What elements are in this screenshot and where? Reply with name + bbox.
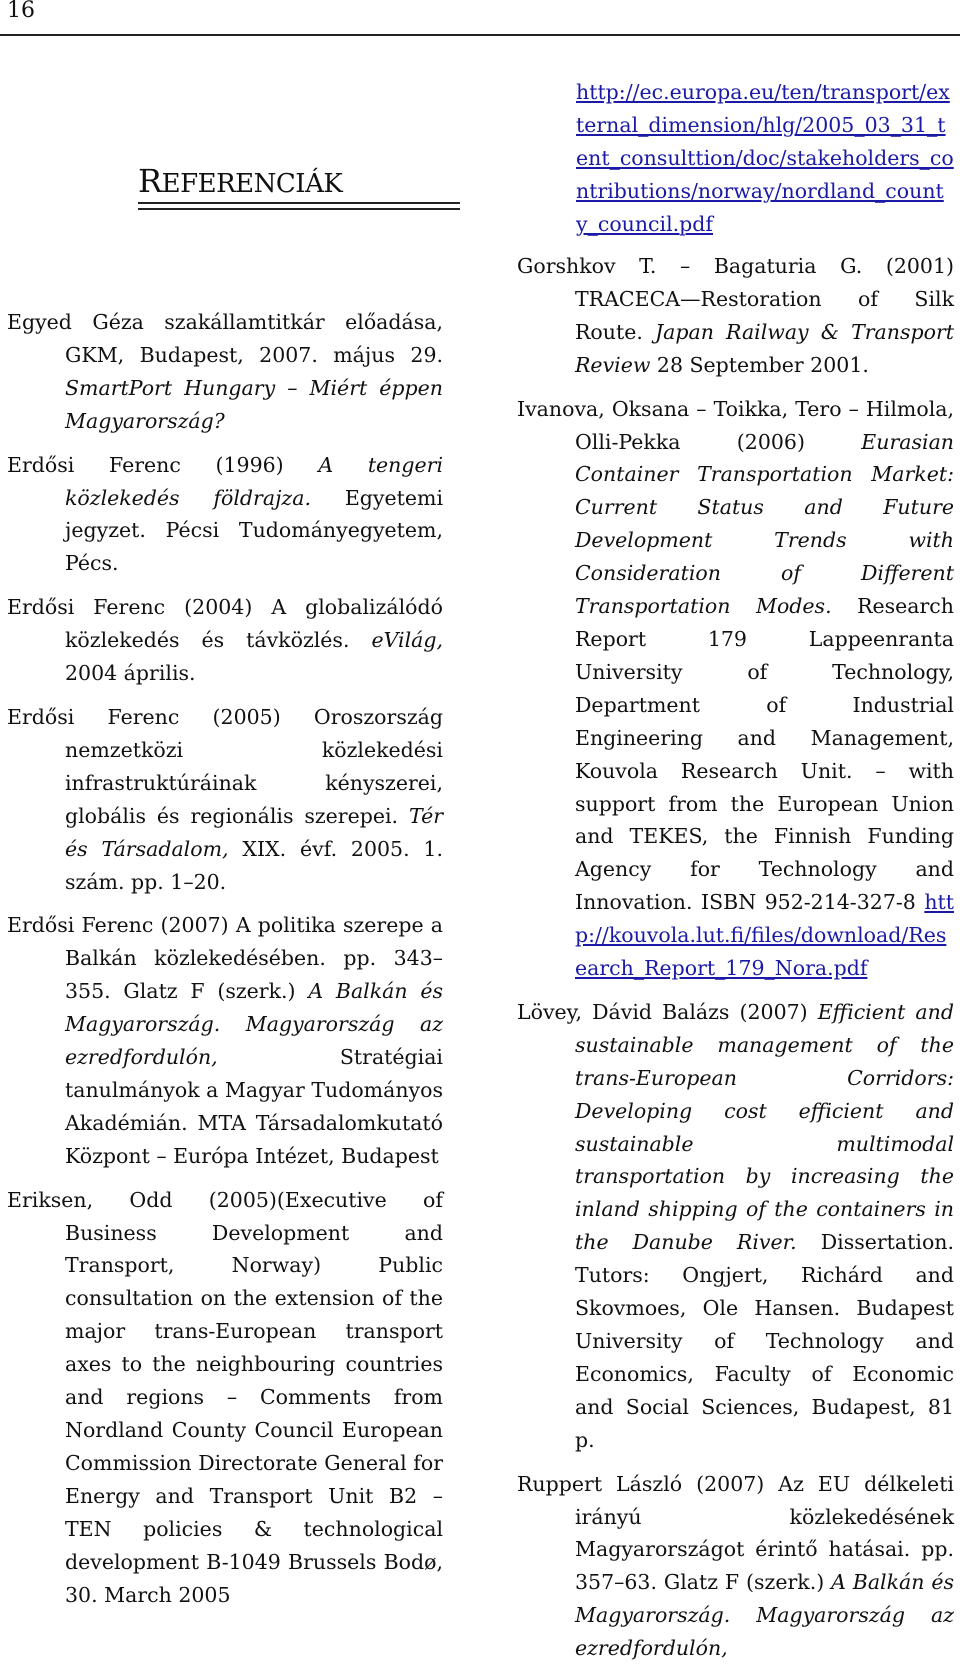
section-heading bbox=[138, 162, 460, 200]
header-rule bbox=[0, 34, 960, 36]
right-column bbox=[517, 250, 954, 1676]
reference-text-tail: XIX. évf. 2005. 1. szám. pp. 1–20. bbox=[65, 836, 443, 894]
reference-item bbox=[7, 306, 443, 438]
reference-title: A Balkán és Magyarország. Magyarország az ezredfordulón, bbox=[65, 979, 443, 1070]
reference-link[interactable]: http://ec.europa.eu/ten/transport/external_dimension/hlg/2005_03_31_tent_consulttion/doc/stakeholders_contributions/norway/nordland_county_council.pdf bbox=[576, 80, 954, 236]
reference-text-tail: Egyetemi jegyzet. Pécsi Tudományegyetem, Pécs. bbox=[65, 485, 443, 576]
reference-continuation bbox=[576, 76, 954, 241]
reference-text: Ivanova, Oksana – Toikka, Tero – Hilmola, Olli-Pekka (2006) bbox=[517, 396, 954, 454]
reference-title: A Balkán és Magyarország. Magyarország az ezredfordulón, bbox=[575, 1570, 954, 1661]
reference-link[interactable]: http://kouvola.lut.fi/files/download/Research_Report_179_Nora.pdf bbox=[575, 890, 954, 981]
heading-rest: EFERENCIÁK bbox=[161, 169, 343, 199]
reference-item bbox=[7, 1184, 443, 1612]
reference-item bbox=[7, 449, 443, 581]
heading-underline bbox=[138, 202, 460, 204]
reference-item bbox=[517, 1468, 954, 1665]
reference-text: Egyed Géza szakállamtitkár előadása, GKM, Budapest, 2007. május 29. bbox=[7, 310, 443, 367]
url-continuation-block bbox=[576, 76, 954, 252]
reference-text: Erdősi Ferenc (2005) Oroszország nemzetközi közlekedési infrastruktúráinak kényszerei, globális és regionális szerepei. bbox=[7, 704, 443, 828]
left-column bbox=[7, 306, 443, 1622]
reference-text-tail: 2004 április. bbox=[65, 661, 196, 686]
reference-item bbox=[7, 909, 443, 1172]
reference-title: SmartPort Hungary – Miért éppen Magyarország? bbox=[65, 375, 443, 433]
section-heading-block bbox=[138, 162, 460, 210]
reference-text: Ruppert László (2007) Az EU délkeleti irányú közlekedésének Magyarországot érintő hatásai. pp. 357–63. Glatz F (szerk.) bbox=[517, 1471, 954, 1595]
reference-item bbox=[517, 250, 954, 382]
reference-title: Tér és Társadalom, bbox=[65, 803, 443, 861]
reference-text: Erdősi Ferenc (1996) bbox=[7, 452, 319, 477]
reference-title: eVilág, bbox=[371, 628, 443, 653]
heading-underline-second bbox=[138, 208, 460, 210]
reference-text: Gorshkov T. – Bagaturia G. (2001) TRACECA—Restoration of Silk Route. bbox=[517, 254, 954, 344]
reference-text: Erdősi Ferenc (2004) A globalizálódó közlekedés és távközlés. bbox=[7, 595, 443, 653]
reference-item bbox=[517, 996, 954, 1457]
reference-text-tail: 28 September 2001. bbox=[650, 352, 869, 377]
reference-title: Eurasian Container Transportation Market: Current Status and Future Development Trends with Consideration of Different Transportation Modes. bbox=[575, 429, 954, 619]
heading-initial: R bbox=[138, 162, 162, 200]
reference-text-tail: Dissertation. Tutors: Ongjert, Richárd and Skovmoes, Ole Hansen. Budapest University of Technology and Economics, Faculty of Economic and Social Sciences, Budapest, 81 p. bbox=[575, 1230, 954, 1452]
page-number: 16 bbox=[7, 0, 35, 23]
reference-title: Japan Railway & Transport Review bbox=[575, 319, 954, 377]
reference-text: Erdősi Ferenc (2007) A politika szerepe a Balkán közlekedésében. pp. 343–355. Glatz F (szerk.) bbox=[7, 913, 443, 1004]
reference-text-tail: Stratégiai tanulmányok a Magyar Tudományos Akadémián. MTA Társadalomkutató Központ – Európa Intézet, Budapest bbox=[65, 1045, 443, 1168]
reference-title: Efficient and sustainable management of the trans-European Corridors: Developing cost efficient and sustainable multimodal transportation by increasing the inland shipping of the containers in the Danube River. bbox=[575, 999, 954, 1255]
reference-item bbox=[7, 591, 443, 690]
reference-text: Lövey, Dávid Balázs (2007) bbox=[517, 999, 818, 1024]
reference-text-tail: Research Report 179 Lappeenranta University of Technology, Department of Industrial Engineering and Management, Kouvola Research Unit. – with support from the European Union and TEKES, the Finnish Funding Agency for Technology and Innovation. ISBN 952-214-327-8 bbox=[575, 594, 954, 915]
reference-text: Eriksen, Odd (2005)(Executive of Business Development and Transport, Norway) Public consultation on the extension of the major trans-European transport axes to the neighbouring countries and regions – Comments from Nordland County Council European Commission Directorate General for Energy and Transport Unit B2 – TEN policies & technological development B-1049 Brussels Bodø, 30. March 2005 bbox=[7, 1187, 443, 1607]
reference-item bbox=[517, 393, 954, 985]
reference-title: A tengeri közlekedés földrajza. bbox=[65, 452, 444, 510]
reference-item bbox=[7, 701, 443, 898]
